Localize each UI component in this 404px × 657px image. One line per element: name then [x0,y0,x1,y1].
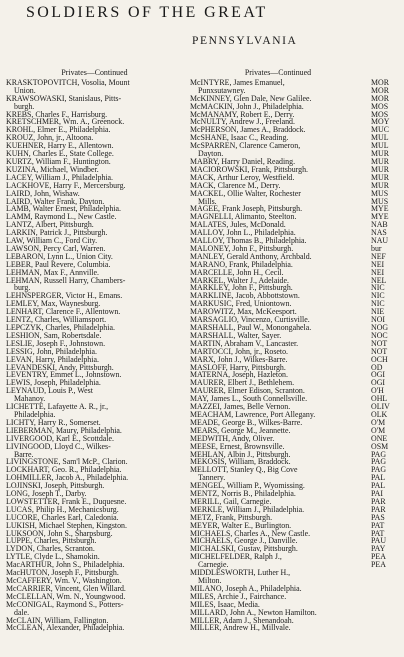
entry-list [6,79,183,632]
column-heading: Privates—Continued [244,68,312,77]
roster-entry-line: KROHL, Elmer E., Philadelphia. [6,125,111,135]
roster-entry-line: NOG [371,323,389,332]
roster-entry-line: LEWIS, Joseph, Philadelphia. [6,378,101,388]
roster-entry-line: LEPCZYK, Charles, Philadelphia. [6,323,115,332]
roster-entry-line: LEBARON, Lynn L., Union City. [6,251,113,261]
roster-entry-line: MEESE, Ernest, Brownsville. [190,441,285,451]
roster-entry-line: McCAFFERY, Wm. V., Washington. [6,576,122,585]
roster-entry-line: MEHLAN, Albin J., Pittsburgh. [190,449,291,459]
roster-entry-line: MACIOROWSKI, Frank, Pittsburgh. [190,164,309,174]
roster-entry-line: MEACHAM, Lawrence, Port Allegany. [190,409,316,419]
roster-entry-line: PEA [371,552,386,562]
roster-entry-line: McMANAMY, Robert E., Derry. [190,109,295,119]
roster-entry-line: MALLOY, Thomas B., Philadelphia. [190,236,307,246]
roster-entry-line: LENTZ, Charles, Williamsport. [6,315,107,325]
roster-entry-line: LONG, Joseph T., Darby. [6,489,87,499]
roster-entry-line: LYDON, Charles, Scranton. [6,544,95,554]
roster-entry-line: LESSIG, John, Philadelphia. [6,346,97,356]
roster-entry-line: KRASKTOPOVITCH, Vosolia, Mount [6,77,130,87]
roster-entry-line: LOHMILLER, Jacob A., Philadelphia. [6,473,129,483]
roster-entry-line: MARSHALL, Paul W., Monongahela. [190,323,312,332]
roster-entry-line: LICHETTE, Lafayette A. R., jr., [6,402,109,412]
roster-entry-line: MUC [371,125,389,135]
roster-entry-line: MICHAELS, Charles A., New Castle. [190,528,311,538]
roster-entry-line: MAZZEI, James, Belle Vernon. [190,402,291,412]
roster-entry-line: McCARRIER, Vincent, Glen Willard. [6,583,126,593]
roster-entry-line: McCLELLAN, Wm. N., Youngwood. [6,591,126,601]
roster-entry-line: LIVINGSTONE, Sam'l McP., Clarion. [6,457,128,467]
roster-entry-line: LOWSTETTER, Frank E., Duquesne. [6,496,127,506]
roster-entry-line: LESHION, Sam, Robertsdale. [6,330,102,340]
roster-entry-line: MYE [371,204,389,214]
roster-entry-line: LIVERGOOD, Karl E., Scottdale. [6,433,115,443]
roster-entry-line: MAGEE, Frank Joseph, Pittsburgh. [190,204,303,214]
roster-entry-line: O'M [371,425,386,435]
roster-entry-line: MACK, Arthur Leroy, Westfield. [190,172,295,182]
roster-entry-line: MAURER, Elbert J., Bethlehem. [190,378,295,388]
roster-entry-line: OGI [371,370,386,380]
roster-entry-line: NEF [371,251,386,261]
roster-entry-line: MUR [371,172,389,182]
roster-entry-line: MUS [371,196,389,206]
roster-entry-line: McKINNEY, Glen Dale, New Galilee. [190,93,312,103]
roster-entry-line: burgh. [14,101,35,111]
roster-entry-line: MACKEL, Ollie Walter, Rochester [190,188,301,198]
roster-entry-line: NAS [371,228,387,238]
roster-column-1 [6,66,183,632]
roster-entry-line: PAG [371,465,387,475]
roster-entry-line: Philadelphia. [14,409,56,419]
roster-entry-line: MEKOSIS, William, Braddock. [190,457,291,467]
roster-entry-line: McMACKIN, John J., Philadelphia. [190,101,304,111]
roster-entry-line: PAL [371,481,386,491]
roster-entry-line: KREBS, Charles F., Harrisburg. [6,109,108,119]
roster-entry-line: burg. [14,283,31,293]
roster-entry-line: O'M [371,417,386,427]
roster-entry-line: MUR [371,156,389,166]
roster-entry-line: MATERNA, Joseph, Hazleton. [190,370,288,380]
roster-entry-line: Mills. [198,196,217,206]
roster-entry-line: LIEBERMAN, Maury, Philadelphia. [6,425,122,435]
roster-entry-line: McINTYRE, James Emanuel, [190,77,285,87]
roster-entry-line: NOI [371,315,386,325]
roster-entry-line: NEI [371,259,385,269]
roster-entry-line: LEVAN, Harry, Philadelphia. [6,354,99,364]
roster-entry-line: NOC [371,330,388,340]
roster-entry-line: MEYER, Walter E., Burlington. [190,520,292,530]
roster-entry-line: MEDWITH, Andy, Oliver. [190,433,275,443]
roster-entry-line: KUZINA, Michael, Windber. [6,164,99,174]
roster-column-3-cropped [371,66,404,569]
roster-entry-line: MAURER, Elmer Edison, Scranton. [190,386,305,396]
roster-column-2 [190,66,366,632]
roster-entry-line: McSPARREN, Clarence Cameron, [190,141,301,151]
roster-entry-line: MILES, Isaac, Media. [190,599,260,609]
roster-entry-line: ONE [371,433,388,443]
roster-entry-line: MOS [371,101,389,111]
roster-entry-line: MICHAELS, George J., Danville. [190,536,298,546]
roster-entry-line: LYTLE, Clyde L., Shamokin. [6,552,100,562]
roster-entry-line: KRAWSOWASKI, Stanislaus, Pitts- [6,93,122,103]
roster-entry-line: MALONEY, John F., Pittsburgh. [190,243,294,253]
roster-entry-line: MANLEY, Gerald Anthony, Archbald. [190,251,312,261]
entry-list [190,79,366,632]
roster-entry-line: MARX, John J., Wilkes-Barre. [190,354,288,364]
roster-entry-line: McSHANE, Isaac C., Reading. [190,133,289,143]
roster-entry-line: O'H [371,386,384,396]
roster-entry-line: KRETSCHMER, Wm. A., Greenock. [6,117,125,127]
roster-entry-line: MENTZ, Norris B., Philadelphia. [190,489,296,499]
entry-list [371,79,404,569]
roster-entry-line: LOCKHART, Geo. R., Philadelphia. [6,465,122,475]
roster-entry-line: LENHART, Clarence F., Allentown. [6,307,121,317]
roster-entry-line: KROUZ, John, jr., Altoona. [6,133,94,143]
roster-entry-line: MEARS, George M., Jeannette. [190,425,291,435]
roster-entry-line: MILES, Archie J., Fairchance. [190,591,287,601]
roster-entry-line: PAR [371,496,386,506]
roster-entry-line: MALATES, Jules, McDonald. [190,220,286,230]
roster-entry-line: MYE [371,212,389,222]
roster-entry-line: LEBER, Paul Revere, Columbia. [6,259,111,269]
roster-entry-line: LACEY, William J., Philadelphia. [6,172,114,182]
roster-entry-line: Milton. [198,576,222,585]
column-heading: Privates—Continued [61,68,128,77]
roster-entry-line: MARANO, Frank, Philadelphia. [190,259,293,269]
roster-entry-line: PAY [371,544,386,554]
roster-entry-line: PAG [371,449,387,459]
roster-entry-line: LAIRD, John, Wishaw. [6,188,80,198]
roster-entry-line: LARKIN, Patrick J., Pittsburgh. [6,228,108,238]
roster-entry-line: PAT [371,520,385,530]
roster-entry-line: OD [371,362,383,372]
roster-entry-line: MILLER, Adam J., Shenandoah. [190,615,294,625]
roster-entry-line: McCLAIN, William, Fallington. [6,615,109,625]
roster-entry-line: MENGEL, William P., Wyomissing. [190,481,305,491]
roster-entry-line: NIC [371,291,385,301]
roster-entry-line: MacARTHUR, John S., Philadelphia. [6,560,125,570]
roster-entry-line: MICHALSKI, Gustav, Pittsburgh. [190,544,298,554]
roster-entry-line: Mahanoy. [14,394,46,404]
roster-entry-line: LAW, William C., Ford City. [6,236,98,246]
roster-entry-line: KURTZ, William F., Huntington. [6,156,111,166]
roster-entry-line: MUL [371,141,389,151]
roster-entry-line: bur [371,243,382,253]
roster-entry-line: Barre. [14,449,34,459]
roster-entry-line: MARSAGLIO, Vincenzo, Curtisville. [190,315,310,325]
roster-entry-line: OLIV [371,402,390,412]
roster-entry-line: MICHELFELDER, Ralph J., [190,552,282,562]
roster-entry-line: LUCAS, Philip H., Mechanicsburg. [6,504,119,514]
roster-entry-line: MOR [371,77,389,87]
roster-entry-line: MARKUSIC, Fred, Uniontown. [190,299,292,309]
roster-entry-line: LESLIE, Joseph F., Johnstown. [6,338,106,348]
roster-entry-line: OGI [371,378,386,388]
roster-entry-line: MOR [371,93,389,103]
roster-entry-line: McNULTY, Andrew J., Freeland. [190,117,295,127]
roster-entry-line: LAWSON, Percy Carl, Warren. [6,243,106,253]
roster-entry-line: PAS [371,512,385,522]
roster-entry-line: OCH [371,354,388,364]
roster-entry-line: LEYNAUD, Louis P., West [6,386,93,396]
roster-entry-line: NIE [371,307,385,317]
roster-entry-line: MOS [371,109,389,119]
roster-entry-line: McCLEAN, Alexander, Philadelphia. [6,623,125,633]
roster-entry-line: LACKHOVE, Harry F., Mercersburg. [6,180,126,190]
roster-entry-line: MARKEL, Walter J., Adelaide. [190,275,289,285]
roster-entry-line: MIDDLESWORTH, Luther H., [190,568,291,578]
roster-entry-line: MABRY, Harry Daniel, Reading. [190,156,296,166]
roster-entry-line: PAT [371,528,385,538]
column-heading [371,69,404,77]
roster-entry-line: LEVENTRY, Emmet L., Johnstown. [6,370,122,380]
roster-entry-line: MOY [371,117,390,127]
roster-entry-line: NEL [371,275,387,285]
page-title: SOLDIERS OF THE GREAT [26,4,268,21]
roster-entry-line: MacHUTON, Joseph F., Pittsburgh. [6,568,119,578]
roster-entry-line: PAL [371,473,386,483]
roster-entry-line: OSM [371,441,389,451]
roster-entry-line: LANTZ, Albert, Pittsburgh. [6,220,94,230]
roster-entry-line: MARKLINE, Jacob, Abbottstown. [190,291,300,301]
roster-entry-line: KUEHNER, Harry E., Allentown. [6,141,114,151]
roster-entry-line: McPHERSON, James A., Braddock. [190,125,306,135]
roster-entry-line: MILLARD, John A., Newton Hamilton. [190,607,317,617]
roster-entry-line: MELLOTT, Stanley Q., Big Cove [190,465,298,475]
roster-entry-line: METZ, Frank, Pittsburgh. [190,512,273,522]
roster-entry-line: NIC [371,283,385,293]
roster-entry-line: NIC [371,299,385,309]
roster-entry-line: MUL [371,133,389,143]
roster-entry-line: PAG [371,457,387,467]
roster-entry-line: MASLOFF, Harry, Pittsburgh. [190,362,286,372]
roster-entry-line: LICHTY, Harry R., Somerset. [6,417,101,427]
roster-entry-line: Punxsutawney. [198,85,246,95]
roster-entry-line: LUKISH, Michael Stephen, Kingston. [6,520,127,530]
roster-entry-line: NOT [371,338,388,348]
roster-entry-line: Union. [14,85,36,95]
roster-entry-line: MUS [371,188,389,198]
roster-entry-line: NOT [371,346,388,356]
roster-entry-line: NAB [371,220,388,230]
roster-entry-line: LUKSOON, John S., Sharpsburg. [6,528,113,538]
roster-entry-line: MERILL, Gail, Carnegie. [190,496,272,506]
roster-entry-line: MACK, Clarence M., Derry. [190,180,281,190]
roster-entry-line: Tannery. [198,473,226,483]
roster-entry-line: LUPPE, Charles, Pittsburgh. [6,536,97,546]
roster-entry-line: LUCORE, Charles Earl, Caledonia. [6,512,119,522]
roster-entry-line: PAI [371,489,383,499]
state-heading: PENNSYLVANIA [192,35,298,47]
roster-entry-line: MAY, James L., South Connellsville. [190,394,308,404]
roster-entry-line: MAGNELLI, Alimanto, Steelton. [190,212,297,222]
roster-entry-line: MARCELLE, John H., Cecil. [190,267,284,277]
roster-entry-line: LAMB, Walter Ernest, Philadelphia. [6,204,121,214]
roster-entry-line: MARTIN, Abraham V., Lancaster. [190,338,299,348]
roster-entry-line: MEADE, George B., Wilkes-Barre. [190,417,303,427]
roster-entry-line: KUHN, Charles E., State College. [6,149,114,159]
roster-entry-line: PEA [371,560,386,570]
roster-entry-line: LEMLEY, Max, Waynesburg. [6,299,101,309]
roster-entry-line: LAIRD, Walter Frank, Dayton. [6,196,105,206]
roster-entry-line: LEHNSPERGER, Victor H., Emans. [6,291,123,301]
roster-entry-line: MARTOCCI, John, jr., Roseto. [190,346,289,356]
roster-entry-line: NEI [371,267,385,277]
roster-entry-line: Carnegie. [198,560,229,570]
roster-entry-line: MOR [371,85,389,95]
roster-entry-line: MILANO, Joseph A., Philadelphia. [190,583,302,593]
roster-entry-line: PAR [371,504,386,514]
roster-entry-line: LOJINSKI, Joseph, Pittsburgh. [6,481,105,491]
roster-entry-line: MILLER, Andrew H., Millvale. [190,623,291,633]
roster-entry-line: MUR [371,164,389,174]
roster-entry-line: MUR [371,180,389,190]
roster-entry-line: MARKLEY, John F., Pittsburgh. [190,283,293,293]
roster-entry-line: OLK [371,409,388,419]
roster-entry-line: LAMM, Raymond L., New Castle. [6,212,117,222]
roster-entry-line: NAU [371,236,389,246]
roster-entry-line: LEHMAN, Russell Harry, Chambers- [6,275,126,285]
roster-entry-line: LIVINGOOD, Lloyd C., Wilkes- [6,441,111,451]
roster-entry-line: LEHMAN, Max F., Annville. [6,267,99,277]
roster-entry-line: McCONIGAL, Raymond S., Potters- [6,599,124,609]
roster-entry-line: OHL [371,394,388,404]
roster-entry-line: MAROWITZ, Max, McKeesport. [190,307,297,317]
roster-entry-line: PAU [371,536,387,546]
roster-entry-line: MUR [371,149,389,159]
roster-entry-line: MALLOY, John L., Philadelphia. [190,228,296,238]
roster-entry-line: dale. [14,607,30,617]
roster-entry-line: MERKLE, William J., Philadelphia. [190,504,305,514]
roster-entry-line: LEVANDESKI, Andy, Pittsburgh. [6,362,114,372]
roster-entry-line: Dayton. [198,149,224,159]
roster-entry-line: MARSHALL, Walter, Sayer. [190,330,282,340]
